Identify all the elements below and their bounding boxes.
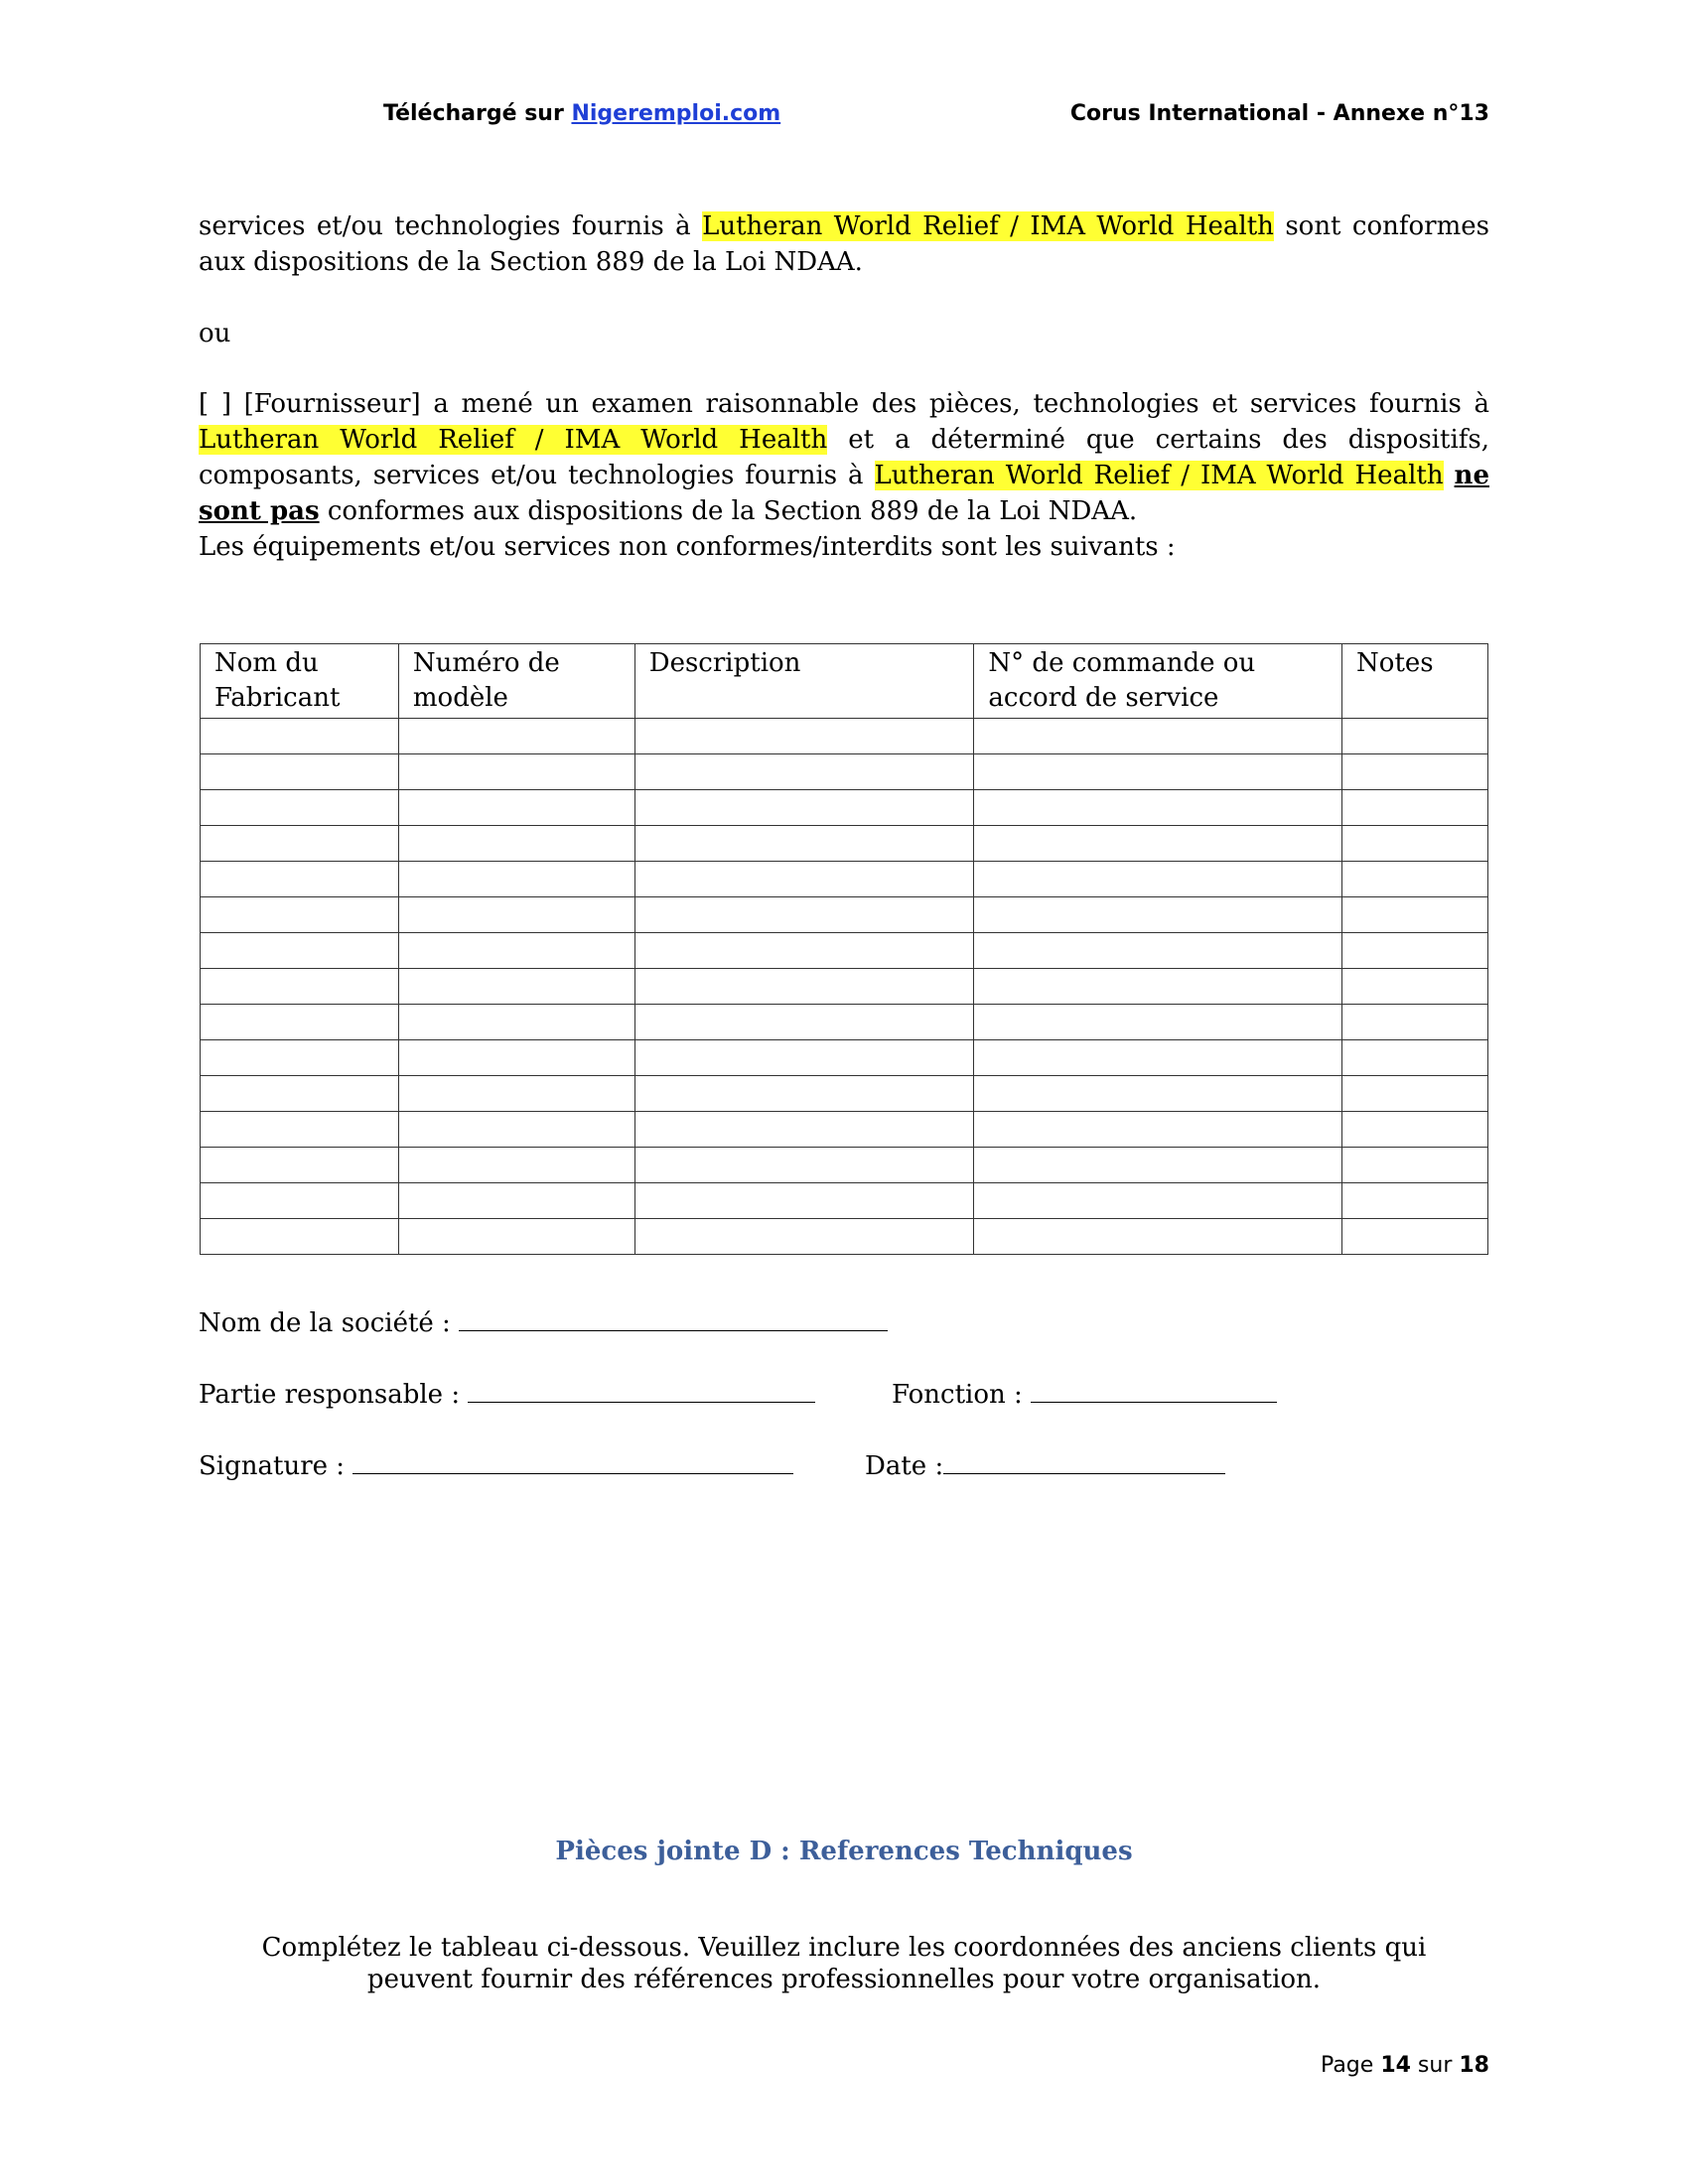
- table-cell[interactable]: [634, 1219, 974, 1255]
- table-cell[interactable]: [201, 933, 399, 969]
- para1-text-2: sont conformes aux dispositions de la Section 889 de la Loi NDAA.: [199, 211, 1489, 277]
- table-cell[interactable]: [974, 826, 1342, 862]
- table-row: [201, 1076, 1488, 1112]
- table-row: [201, 1219, 1488, 1255]
- table-row: [201, 862, 1488, 897]
- header-right: Corus International - Annexe n°13: [1069, 101, 1489, 126]
- table-cell[interactable]: [398, 1112, 634, 1148]
- signature-label: Signature :: [199, 1451, 346, 1481]
- table-body: [201, 719, 1488, 1255]
- table-cell[interactable]: [634, 1183, 974, 1219]
- table-cell[interactable]: [1342, 1183, 1488, 1219]
- table-row: [201, 897, 1488, 933]
- table-cell[interactable]: [1342, 790, 1488, 826]
- table-cell[interactable]: [201, 719, 399, 754]
- table-cell[interactable]: [634, 1112, 974, 1148]
- table-cell[interactable]: [1342, 1112, 1488, 1148]
- table-cell[interactable]: [634, 1040, 974, 1076]
- table-cell[interactable]: [634, 790, 974, 826]
- header-manufacturer: Nom du Fabricant: [201, 644, 399, 719]
- para2-text-2: et a déterminé que certains des dispositifs, composants, services et/ou technologies fournis à: [199, 425, 1489, 490]
- table-cell[interactable]: [1342, 1219, 1488, 1255]
- table-cell[interactable]: [1342, 933, 1488, 969]
- list-intro: Les équipements et/ou services non conformes/interdits sont les suivants :: [199, 532, 1176, 562]
- table-cell[interactable]: [974, 1040, 1342, 1076]
- para1-text-1: services et/ou technologies fournis à: [199, 211, 703, 241]
- table-cell[interactable]: [634, 897, 974, 933]
- table-row: [201, 719, 1488, 754]
- table-cell[interactable]: [398, 969, 634, 1005]
- current-page-number: 14: [1380, 2053, 1411, 2078]
- table-cell[interactable]: [974, 1219, 1342, 1255]
- section-title: Pièces jointe D : References Techniques: [555, 1837, 1133, 1866]
- table-cell[interactable]: [201, 1005, 399, 1040]
- company-label: Nom de la société :: [199, 1308, 451, 1338]
- table-cell[interactable]: [398, 1040, 634, 1076]
- table-cell[interactable]: [974, 1148, 1342, 1183]
- not-compliant-emphasis: ne sont pas: [199, 461, 1489, 526]
- footer-middle: sur: [1410, 2053, 1460, 2078]
- table-cell[interactable]: [201, 897, 399, 933]
- table-cell[interactable]: [201, 1183, 399, 1219]
- table-cell[interactable]: [1342, 754, 1488, 790]
- table-cell[interactable]: [201, 969, 399, 1005]
- table-cell[interactable]: [634, 1005, 974, 1040]
- table-cell[interactable]: [974, 754, 1342, 790]
- table-cell[interactable]: [1342, 1040, 1488, 1076]
- table-cell[interactable]: [634, 969, 974, 1005]
- table-cell[interactable]: [1342, 826, 1488, 862]
- company-field: [199, 1308, 888, 1338]
- date-label: Date :: [865, 1451, 944, 1481]
- table-row: [201, 1183, 1488, 1219]
- table-cell[interactable]: [974, 933, 1342, 969]
- signature-field: [199, 1451, 793, 1481]
- table-row: [201, 754, 1488, 790]
- table-cell[interactable]: [634, 1148, 974, 1183]
- table-cell[interactable]: [974, 1005, 1342, 1040]
- table-cell[interactable]: [398, 1076, 634, 1112]
- table-row: [201, 933, 1488, 969]
- table-cell[interactable]: [974, 969, 1342, 1005]
- table-cell[interactable]: [1342, 1076, 1488, 1112]
- table-cell[interactable]: [398, 754, 634, 790]
- table-cell[interactable]: [974, 1183, 1342, 1219]
- table-cell[interactable]: [974, 897, 1342, 933]
- table-row: [201, 969, 1488, 1005]
- table-cell[interactable]: [398, 1005, 634, 1040]
- table-cell[interactable]: [1342, 862, 1488, 897]
- table-cell[interactable]: [398, 933, 634, 969]
- header-left: [383, 101, 780, 126]
- table-cell[interactable]: [634, 933, 974, 969]
- responsible-field: [199, 1380, 815, 1410]
- table-header-row: [201, 644, 1488, 719]
- header-description: Description: [634, 644, 974, 719]
- table-cell[interactable]: [398, 719, 634, 754]
- table-cell[interactable]: [634, 719, 974, 754]
- total-pages: 18: [1459, 2053, 1489, 2078]
- table-row: [201, 1005, 1488, 1040]
- table-cell[interactable]: [398, 826, 634, 862]
- table-cell[interactable]: [1342, 1148, 1488, 1183]
- table-cell[interactable]: [398, 1183, 634, 1219]
- function-label: Fonction :: [892, 1380, 1023, 1410]
- instructions-text: Complétez le tableau ci-dessous. Veuillez inclure les coordonnées des anciens clients qui peuvent fournir des références professionnelles pour votre organisation.: [261, 1933, 1427, 1994]
- nigeremploi-link[interactable]: Nigeremploi.com: [571, 101, 781, 126]
- table-cell[interactable]: [201, 862, 399, 897]
- table-cell[interactable]: [974, 790, 1342, 826]
- header-download-prefix: Téléchargé sur: [383, 101, 572, 126]
- table-cell[interactable]: [1342, 719, 1488, 754]
- date-field: [865, 1451, 1225, 1481]
- or-text: ou: [199, 319, 231, 348]
- function-input-line[interactable]: [1031, 1380, 1277, 1403]
- table-cell[interactable]: [634, 862, 974, 897]
- function-field: [892, 1380, 1277, 1410]
- table-cell[interactable]: [201, 1219, 399, 1255]
- table-cell[interactable]: [974, 1112, 1342, 1148]
- table-cell[interactable]: [634, 1076, 974, 1112]
- table-cell[interactable]: [974, 1076, 1342, 1112]
- footer-prefix: Page: [1321, 2053, 1381, 2078]
- table-cell[interactable]: [398, 1148, 634, 1183]
- table-cell[interactable]: [974, 719, 1342, 754]
- page-footer: [1321, 2053, 1489, 2078]
- table-cell[interactable]: [1342, 1005, 1488, 1040]
- table-cell[interactable]: [201, 1040, 399, 1076]
- table-cell[interactable]: [398, 897, 634, 933]
- highlighted-org-name: Lutheran World Relief / IMA World Health: [199, 425, 828, 455]
- responsible-input-line[interactable]: [468, 1380, 815, 1403]
- header-model-number: Numéro de modèle: [398, 644, 634, 719]
- header-notes: Notes: [1342, 644, 1488, 719]
- para2-space: [1444, 461, 1455, 490]
- signature-input-line[interactable]: [352, 1451, 793, 1474]
- para2-text-3: conformes aux dispositions de la Section 889 de la Loi NDAA.: [319, 496, 1138, 526]
- table-cell[interactable]: [398, 1219, 634, 1255]
- table-cell[interactable]: [634, 754, 974, 790]
- table-row: [201, 826, 1488, 862]
- para2-text-1: [ ] [Fournisseur] a mené un examen raisonnable des pièces, technologies et services fournis à: [199, 389, 1489, 419]
- table-cell[interactable]: [201, 754, 399, 790]
- noncompliant-equipment-table: [200, 643, 1488, 1255]
- table-cell[interactable]: [201, 1112, 399, 1148]
- table-cell[interactable]: [398, 790, 634, 826]
- table-cell[interactable]: [201, 826, 399, 862]
- table-cell[interactable]: [201, 1076, 399, 1112]
- table-row: [201, 1040, 1488, 1076]
- table-cell[interactable]: [634, 826, 974, 862]
- highlighted-org-name: Lutheran World Relief / IMA World Health: [874, 461, 1444, 490]
- page-header: [0, 101, 1688, 137]
- date-input-line[interactable]: [943, 1451, 1225, 1474]
- table-cell[interactable]: [1342, 897, 1488, 933]
- compliance-paragraph: [199, 208, 1489, 280]
- header-order-number: N° de commande ou accord de service: [974, 644, 1342, 719]
- table-cell[interactable]: [1342, 969, 1488, 1005]
- noncompliance-paragraph: [199, 386, 1489, 565]
- table-cell[interactable]: [398, 862, 634, 897]
- table-row: [201, 1112, 1488, 1148]
- table-cell[interactable]: [201, 790, 399, 826]
- table-cell[interactable]: [201, 1148, 399, 1183]
- table-row: [201, 1148, 1488, 1183]
- table-cell[interactable]: [974, 862, 1342, 897]
- table-row: [201, 790, 1488, 826]
- responsible-label: Partie responsable :: [199, 1380, 461, 1410]
- highlighted-org-name: Lutheran World Relief / IMA World Health: [702, 211, 1274, 241]
- company-input-line[interactable]: [459, 1308, 888, 1331]
